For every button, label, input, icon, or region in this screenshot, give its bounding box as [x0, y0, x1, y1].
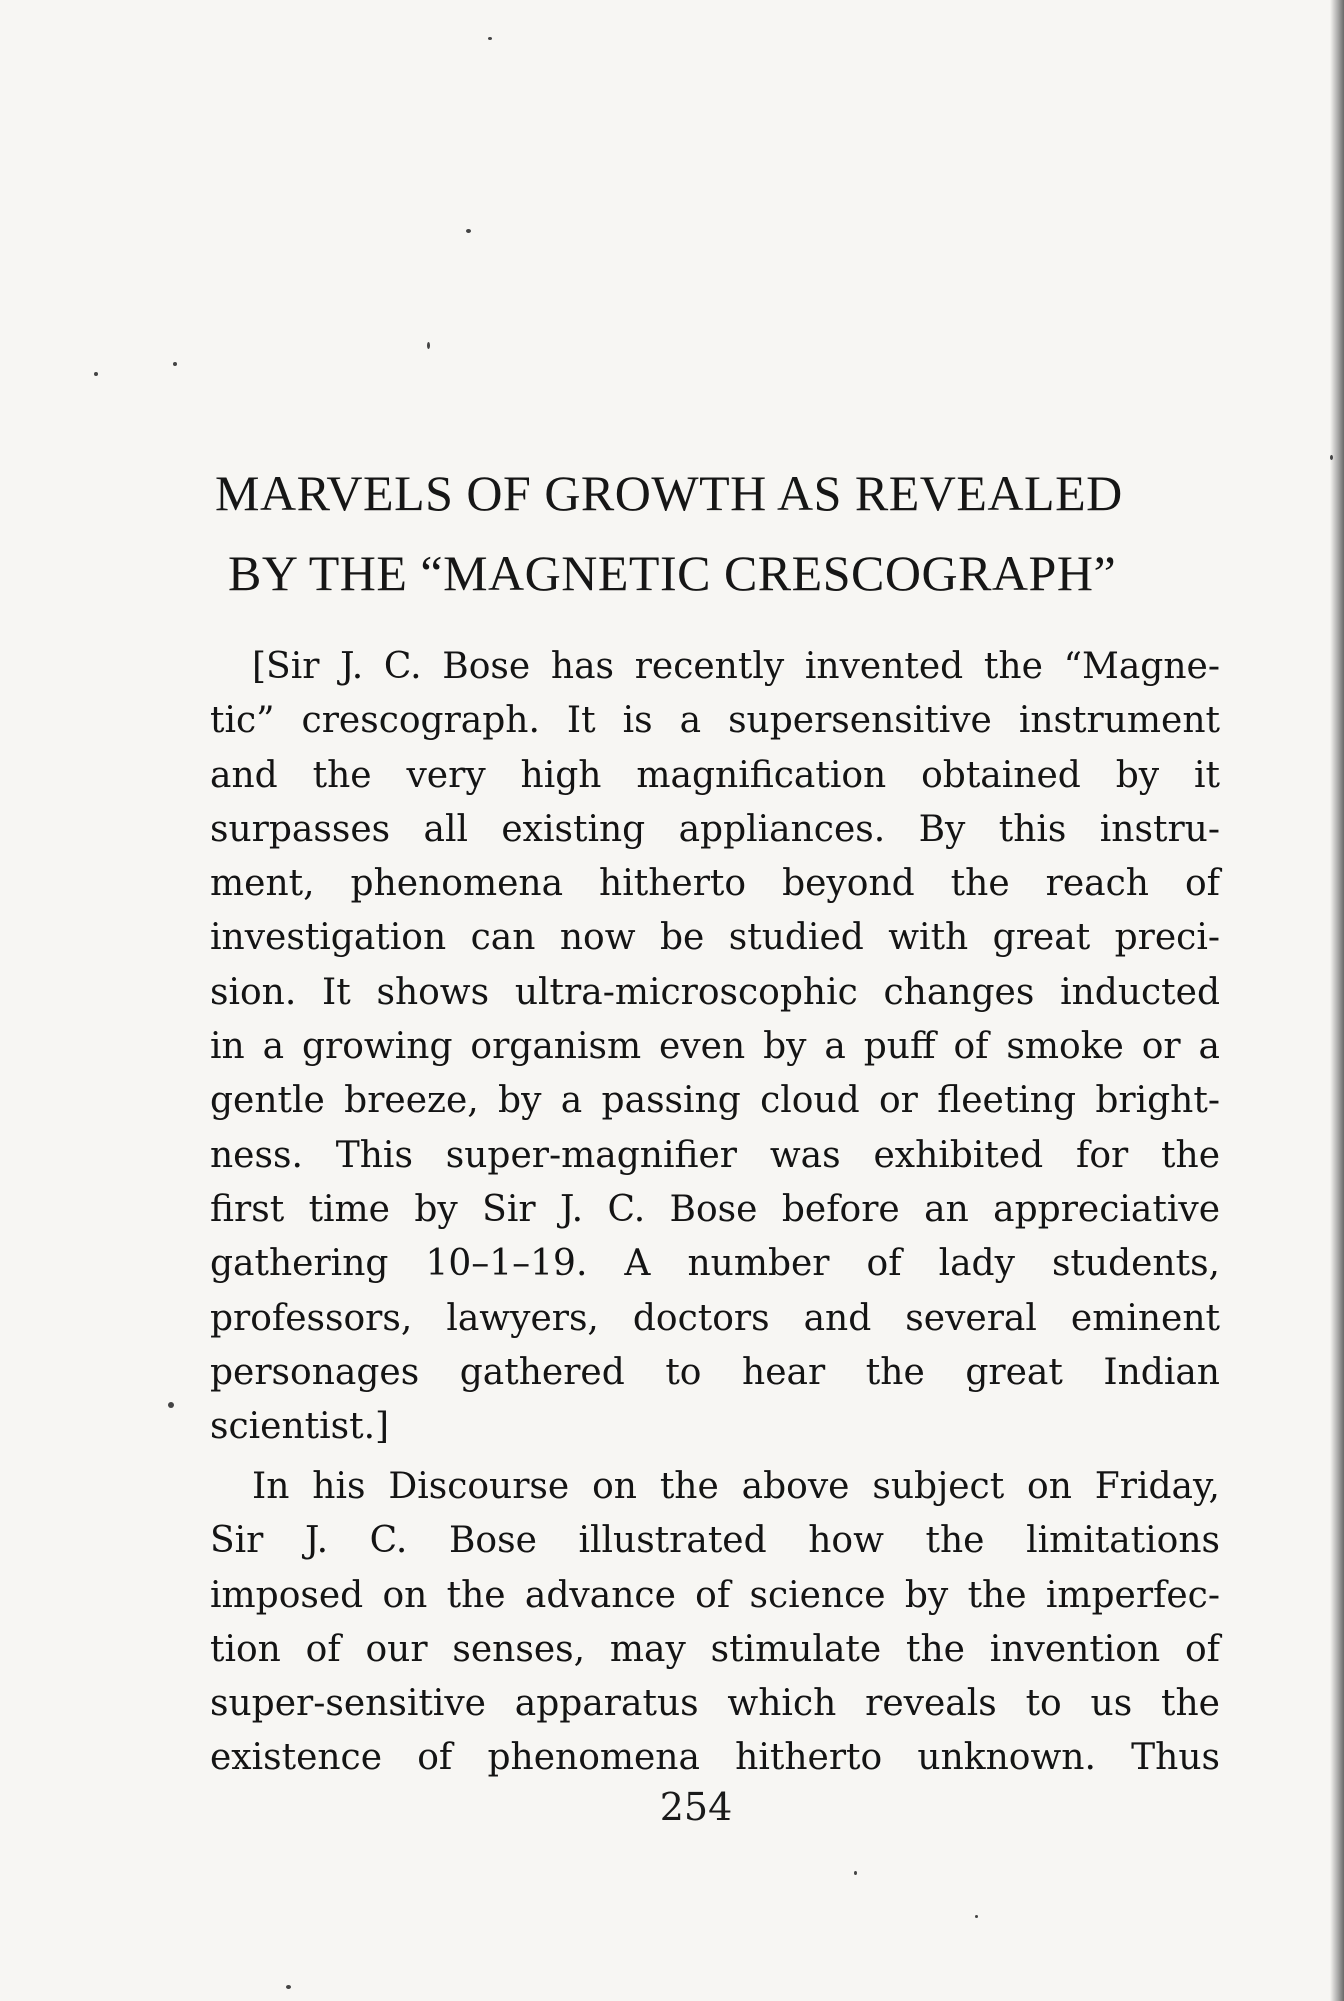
text-line: super-sensitive apparatus which reveals to us the	[210, 1683, 1220, 1725]
print-speck	[94, 372, 98, 376]
text-line: first time by Sir J. C. Bose before an appreciative	[210, 1188, 1220, 1230]
text-line: sion. It shows ultra-microscophic changes inducted	[210, 971, 1220, 1013]
text-line: In his Discourse on the above subject on Friday,	[252, 1466, 1220, 1507]
print-speck	[168, 1402, 174, 1408]
text-line: and the very high magnification obtained by it	[210, 754, 1220, 796]
text-line: ness. This super-magnifier was exhibited for the	[210, 1134, 1220, 1176]
text-line: Sir J. C. Bose illustrated how the limitations	[210, 1520, 1220, 1562]
text-line: investigation can now be studied with great preci-	[210, 917, 1220, 959]
print-speck	[975, 1915, 978, 1918]
page-number-text: 254	[659, 1785, 733, 1829]
print-speck	[854, 1871, 857, 1875]
text-line: [Sir J. C. Bose has recently invented the “Magne-	[252, 646, 1220, 687]
page-number	[0, 1785, 1344, 1829]
print-speck	[466, 229, 471, 233]
title-line-2: BY THE “MAGNETIC CRESCOGRAPH”	[228, 545, 1117, 601]
text-line: gathering 10–1–19. A number of lady students,	[210, 1243, 1220, 1285]
text-line: surpasses all existing appliances. By this instru-	[210, 808, 1220, 850]
text-line: existence of phenomena hitherto unknown. Thus	[210, 1737, 1220, 1779]
text-line: ment, phenomena hitherto beyond the reach of	[210, 863, 1220, 905]
text-line: tion of our senses, may stimulate the invention of	[210, 1628, 1220, 1670]
print-speck	[1330, 455, 1333, 460]
text-line: scientist.]	[210, 1406, 390, 1448]
print-speck	[427, 342, 430, 349]
text-line: in a growing organism even by a puff of smoke or a	[210, 1026, 1220, 1068]
title-line-1: MARVELS OF GROWTH AS REVEALED	[215, 465, 1123, 521]
text-line: personages gathered to hear the great Indian	[210, 1351, 1220, 1393]
paragraph-intro	[210, 640, 1220, 1454]
text-line: tic” crescograph. It is a supersensitive instrument	[210, 700, 1220, 742]
print-speck	[173, 362, 177, 366]
page-edge-shadow	[1330, 0, 1344, 2001]
text-line: professors, lawyers, doctors and several eminent	[210, 1297, 1220, 1339]
print-speck	[488, 37, 492, 40]
paragraph-discourse	[210, 1460, 1220, 1786]
text-line: gentle breeze, by a passing cloud or fleeting bright-	[210, 1080, 1220, 1122]
print-speck	[286, 1985, 291, 1989]
text-line: imposed on the advance of science by the imperfec-	[210, 1574, 1220, 1616]
